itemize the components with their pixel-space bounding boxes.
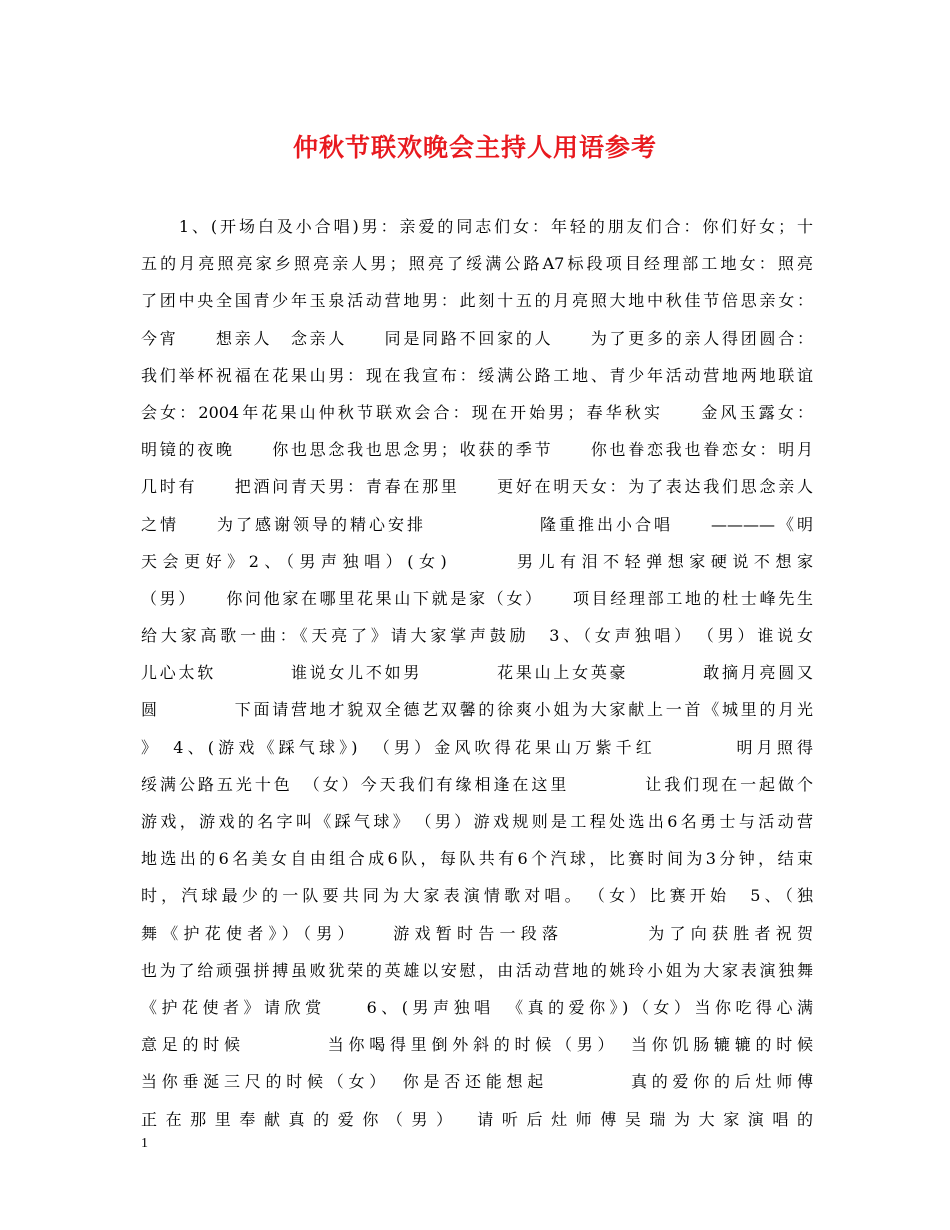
document-body	[141, 208, 813, 1138]
body-line: 几时有 把酒问青天男：青春在那里 更好在明天女：为了表达我们思念亲人	[141, 477, 813, 497]
body-line: 之情 为了感谢领导的精心安排 隆重推出小合唱 ————《明	[141, 514, 813, 534]
body-line: 天会更好》2、（男声独唱）(女) 男儿有泪不轻弹想家硬说不想家	[141, 551, 813, 571]
body-line: 圆 下面请营地才貌双全德艺双馨的徐爽小姐为大家献上一首《城里的月光	[141, 700, 813, 720]
body-line: 明镜的夜晚 你也思念我也思念男；收获的季节 你也眷恋我也眷恋女：明月	[141, 440, 813, 460]
body-line: 1、(开场白及小合唱)男：亲爱的同志们女：年轻的朋友们合：你们好女；十	[141, 217, 813, 236]
body-line: 会女：2004年花果山仲秋节联欢会合：现在开始男；春华秋实 金风玉露女：	[141, 402, 813, 422]
body-line: 《护花使者》请欣赏 6、(男声独唱 《真的爱你》)（女）当你吃得心满	[141, 997, 813, 1017]
body-line: 我们举杯祝福在花果山男：现在我宣布：绥满公路工地、青少年活动营地两地联谊	[141, 365, 813, 385]
body-line: 意足的时候 当你喝得里倒外斜的时候（男） 当你饥肠辘辘的时候	[141, 1035, 813, 1055]
body-line: （男） 你问他家在哪里花果山下就是家（女） 项目经理部工地的杜士峰先生	[141, 588, 813, 608]
body-line: 今宵 想亲人 念亲人 同是同路不回家的人 为了更多的亲人得团圆合：	[141, 328, 813, 348]
body-line: 》 4、(游戏《踩气球》) （男）金风吹得花果山万紫千红 明月照得	[141, 737, 813, 757]
body-line: 五的月亮照亮家乡照亮亲人男；照亮了绥满公路A7标段项目经理部工地女：照亮	[141, 254, 813, 274]
body-line: 给大家高歌一曲：《天亮了》请大家掌声鼓励 3、（女声独唱） （男）谁说女	[141, 626, 813, 646]
page-number: 1	[141, 1136, 148, 1151]
body-line: 游戏，游戏的名字叫《踩气球》 （男）游戏规则是工程处选出6名勇士与活动营	[141, 812, 813, 831]
body-line: 舞《护花使者》）（男） 游戏暂时告一段落 为了向获胜者祝贺	[141, 923, 813, 943]
body-line: 地选出的6名美女自由组合成6队，每队共有6个汽球，比赛时间为3分钟，结束	[141, 849, 813, 869]
document-title: 仲秋节联欢晚会主持人用语参考	[292, 133, 657, 162]
body-line: 儿心太软 谁说女儿不如男 花果山上女英豪 敢摘月亮圆又	[141, 663, 813, 683]
body-line: 正在那里奉献真的爱你（男） 请听后灶师傅吴瑞为大家演唱的	[141, 1109, 813, 1129]
body-line: 也为了给顽强拼搏虽败犹荣的英雄以安慰，由活动营地的姚玲小姐为大家表演独舞	[141, 960, 813, 980]
body-line: 了团中央全国青少年玉泉活动营地男：此刻十五的月亮照大地中秋佳节倍思亲女：	[141, 291, 813, 311]
body-line: 当你垂涎三尺的时候（女） 你是否还能想起 真的爱你的后灶师傅	[141, 1072, 813, 1092]
body-line: 时，汽球最少的一队要共同为大家表演情歌对唱。 （女）比赛开始 5、（独	[141, 886, 813, 906]
body-line: 绥满公路五光十色 （女）今天我们有缘相逢在这里 让我们现在一起做个	[141, 774, 813, 794]
